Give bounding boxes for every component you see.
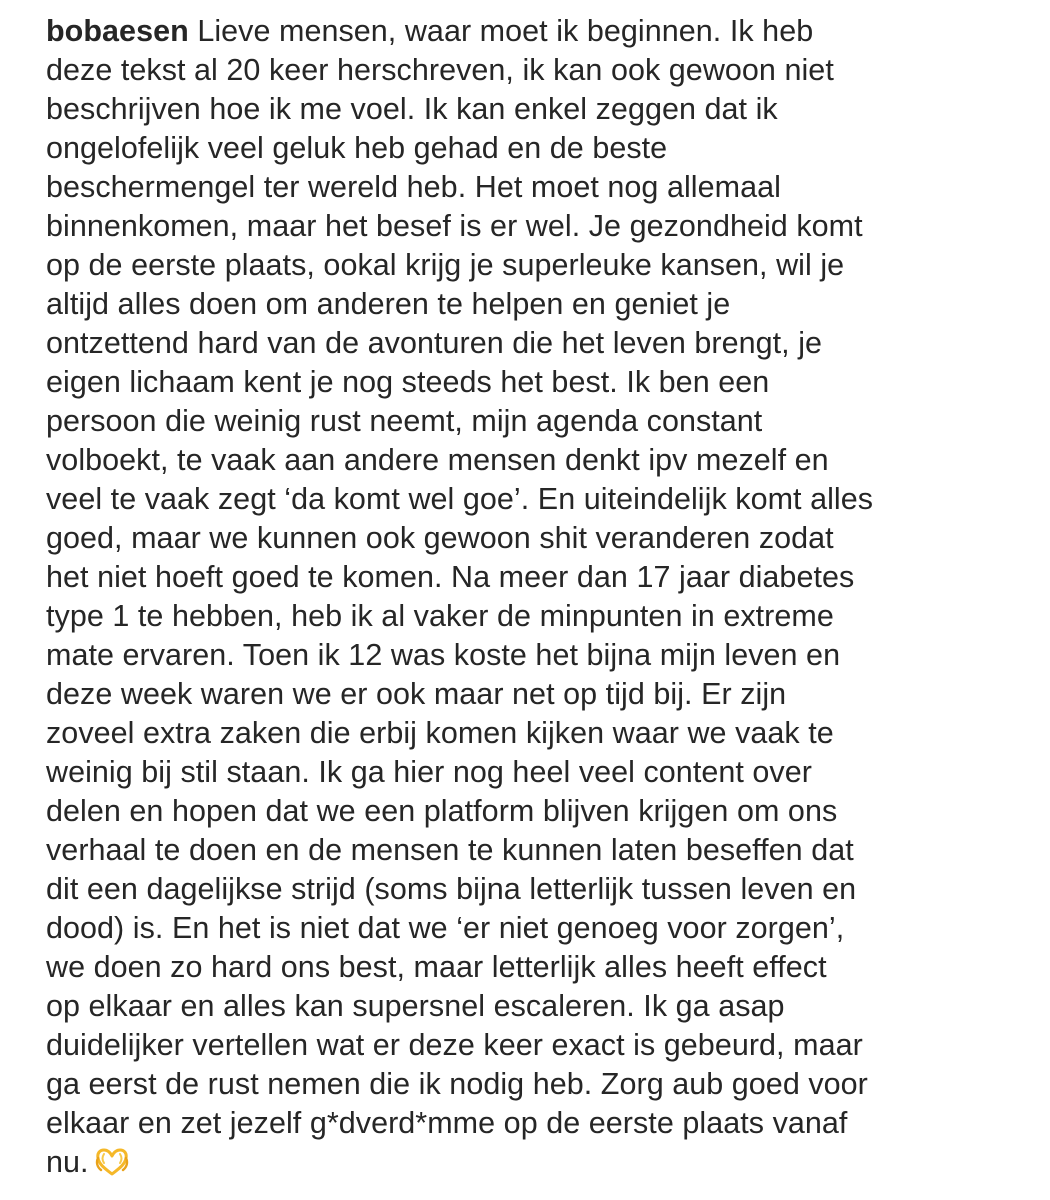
caption-line: altijd alles doen om anderen te helpen en geniet je	[46, 287, 731, 321]
caption-line: beschrijven hoe ik me voel. Ik kan enkel zeggen dat ik	[46, 92, 778, 126]
caption-line: deze week waren we er ook maar net op tijd bij. Er zijn	[46, 677, 787, 711]
caption-line: dit een dagelijkse strijd (soms bijna letterlijk tussen leven en	[46, 872, 857, 906]
caption-line: ga eerst de rust nemen die ik nodig heb. Zorg aub goed voor	[46, 1067, 868, 1101]
caption-line: weinig bij stil staan. Ik ga hier nog heel veel content over	[46, 755, 812, 789]
caption-line: persoon die weinig rust neemt, mijn agenda constant	[46, 404, 763, 438]
caption-line: eigen lichaam kent je nog steeds het best. Ik ben een	[46, 365, 770, 399]
post-caption	[46, 12, 1018, 1182]
caption-line: binnenkomen, maar het besef is er wel. Je gezondheid komt	[46, 209, 863, 243]
caption-line: type 1 te hebben, heb ik al vaker de minpunten in extreme	[46, 599, 834, 633]
caption-line: we doen zo hard ons best, maar letterlijk alles heeft effect	[46, 950, 827, 984]
caption-line: veel te vaak zegt ‘da komt wel goe’. En uiteindelijk komt alles	[46, 482, 874, 516]
caption-text: nu.	[46, 1145, 89, 1179]
caption-line: mate ervaren. Toen ik 12 was koste het bijna mijn leven en	[46, 638, 841, 672]
caption-line: verhaal te doen en de mensen te kunnen laten beseffen dat	[46, 833, 854, 867]
caption-line: beschermengel ter wereld heb. Het moet nog allemaal	[46, 170, 781, 204]
caption-line: ontzettend hard van de avonturen die het leven brengt, je	[46, 326, 823, 360]
caption-line: ongelofelijk veel geluk heb gehad en de beste	[46, 131, 668, 165]
caption-line: elkaar en zet jezelf g*dverd*mme op de eerste plaats vanaf	[46, 1106, 848, 1140]
caption-line: volboekt, te vaak aan andere mensen denkt ipv mezelf en	[46, 443, 829, 477]
caption-line: deze tekst al 20 keer herschreven, ik kan ook gewoon niet	[46, 53, 834, 87]
caption-line	[46, 1143, 1018, 1182]
caption-text: Lieve mensen, waar moet ik beginnen. Ik heb	[197, 14, 814, 48]
caption-line: duidelijker vertellen wat er deze keer exact is gebeurd, maar	[46, 1028, 863, 1062]
caption-line: op de eerste plaats, ookal krijg je superleuke kansen, wil je	[46, 248, 845, 282]
caption-line: delen en hopen dat we een platform blijven krijgen om ons	[46, 794, 838, 828]
caption-line: het niet hoeft goed te komen. Na meer dan 17 jaar diabetes	[46, 560, 855, 594]
caption-line: op elkaar en alles kan supersnel escaleren. Ik ga asap	[46, 989, 785, 1023]
heart-hands-icon	[95, 1147, 129, 1186]
username-link[interactable]: bobaesen	[46, 14, 189, 48]
caption-line: zoveel extra zaken die erbij komen kijken waar we vaak te	[46, 716, 834, 750]
caption-line	[46, 12, 1018, 51]
caption-line: dood) is. En het is niet dat we ‘er niet genoeg voor zorgen’,	[46, 911, 845, 945]
caption-line: goed, maar we kunnen ook gewoon shit veranderen zodat	[46, 521, 834, 555]
